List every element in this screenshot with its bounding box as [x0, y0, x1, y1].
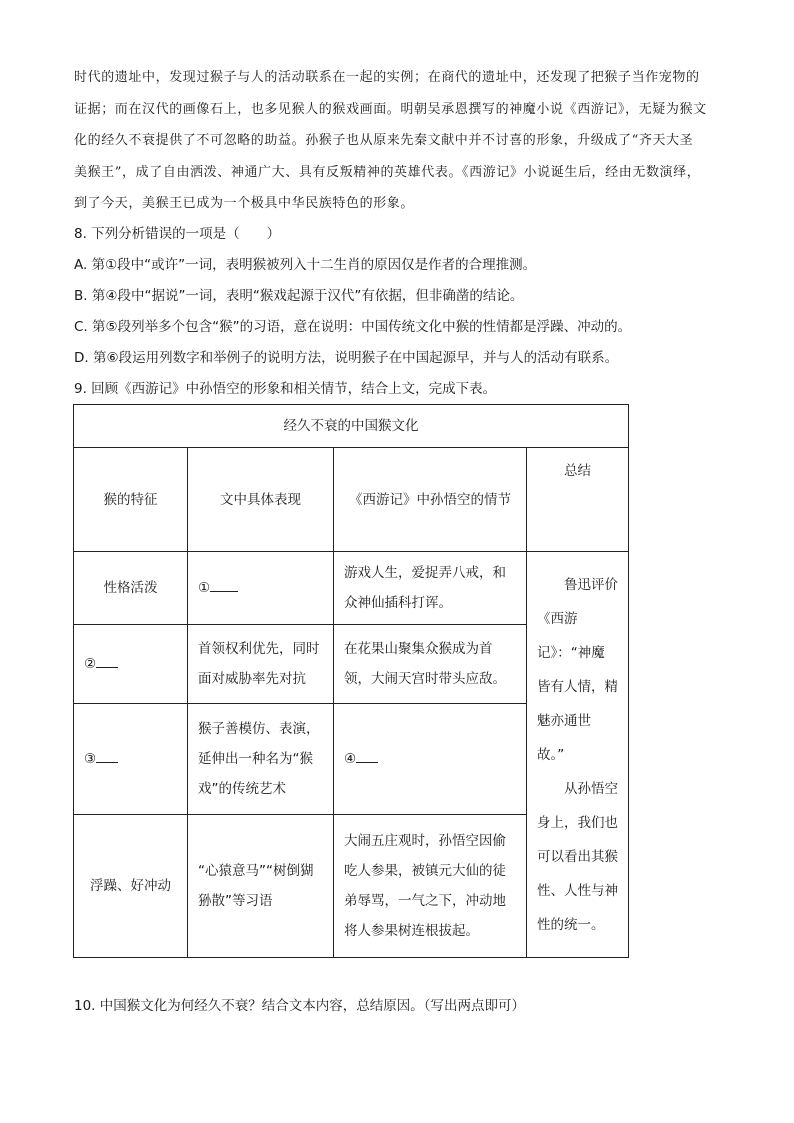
answer-blank-4[interactable]: ④: [334, 704, 527, 815]
row-plot: 游戏人生，爱捉弄八戒，和众神仙插科打诨。: [334, 552, 527, 625]
reading-passage: [74, 62, 724, 220]
row-trait: 浮躁、好冲动: [74, 815, 188, 958]
answer-blank-3[interactable]: ③: [74, 704, 188, 815]
row-plot: 大闹五庄观时，孙悟空因偷吃人参果，被镇元大仙的徒弟辱骂，一气之下，冲动地将人参果树连根拔起。: [334, 815, 527, 958]
header-text-evidence: 文中具体表现: [188, 448, 334, 552]
summary-paragraph: 从孙悟空身上，我们也可以看出其猴性、人性与神性的统一。: [537, 780, 618, 933]
answer-blank-2[interactable]: ②: [74, 625, 188, 704]
passage-line: 证据；而在汉代的画像石上，也多见猴人的猴戏画面。明朝吴承恩撰写的神魔小说《西游记》，无疑为猴文: [74, 101, 707, 117]
header-trait: 猴的特征: [74, 448, 188, 552]
passage-line: 美猴王”，成了自由洒泼、神通广大、具有反叛精神的英雄代表。《西游记》小说诞生后，经由无数演绎，: [74, 164, 701, 180]
row-text: 猴子善模仿、表演，延伸出一种名为“猴戏”的传统艺术: [188, 704, 334, 815]
summary-paragraph: 鲁迅评价《西游记》：“神魔皆有人情，精魅亦通世故。”: [537, 576, 618, 763]
answer-blank-1[interactable]: ①: [188, 552, 334, 625]
question-8-option-a: A. 第①段中“或许”一词，表明猴被列入十二生肖的原因仅是作者的合理推测。: [74, 257, 537, 273]
passage-line: 时代的遗址中，发现过猴子与人的活动联系在一起的实例；在商代的遗址中，还发现了把猴子当作宠物的: [74, 70, 700, 85]
question-8-option-c: C. 第⑤段列举多个包含“猴”的习语，意在说明：中国传统文化中猴的性情都是浮躁、冲动的。: [74, 319, 632, 335]
passage-line: 到了今天，美猴王已成为一个极具中华民族特色的形象。: [74, 196, 415, 211]
row-text: 首领权利优先，同时面对威胁率先对抗: [188, 625, 334, 704]
question-8-stem: 8. 下列分析错误的一项是（ ）: [74, 226, 281, 242]
question-9-stem: 9. 回顾《西游记》中孙悟空的形象和相关情节，结合上文，完成下表。: [74, 381, 497, 397]
row-trait: 性格活泼: [74, 552, 188, 625]
row-plot: 在花果山聚集众猴成为首领，大闹天宫时带头应敌。: [334, 625, 527, 704]
monkey-culture-table: [73, 404, 629, 958]
passage-line: 化的经久不衰提供了不可忽略的助益。孙猴子也从原来先秦文献中并不讨喜的形象，升级成了“齐天大圣: [74, 133, 694, 148]
header-novel-plot: 《西游记》中孙悟空的情节: [334, 448, 527, 552]
header-summary: 总结: [527, 448, 629, 552]
question-10-stem: 10. 中国猴文化为何经久不衰？结合文本内容，总结原因。（写出两点即可）: [74, 998, 526, 1014]
summary-cell: [527, 552, 629, 958]
question-8-option-b: B. 第④段中“据说”一词，表明“猴戏起源于汉代”有依据，但非确凿的结论。: [74, 288, 524, 304]
question-8-option-d: D. 第⑥段运用列数字和举例子的说明方法，说明猴子在中国起源早，并与人的活动有联系。: [74, 350, 619, 366]
table-row: [74, 552, 629, 625]
table-title: 经久不衰的中国猴文化: [74, 405, 629, 448]
row-text: “心猿意马”“树倒猢狲散”等习语: [188, 815, 334, 958]
